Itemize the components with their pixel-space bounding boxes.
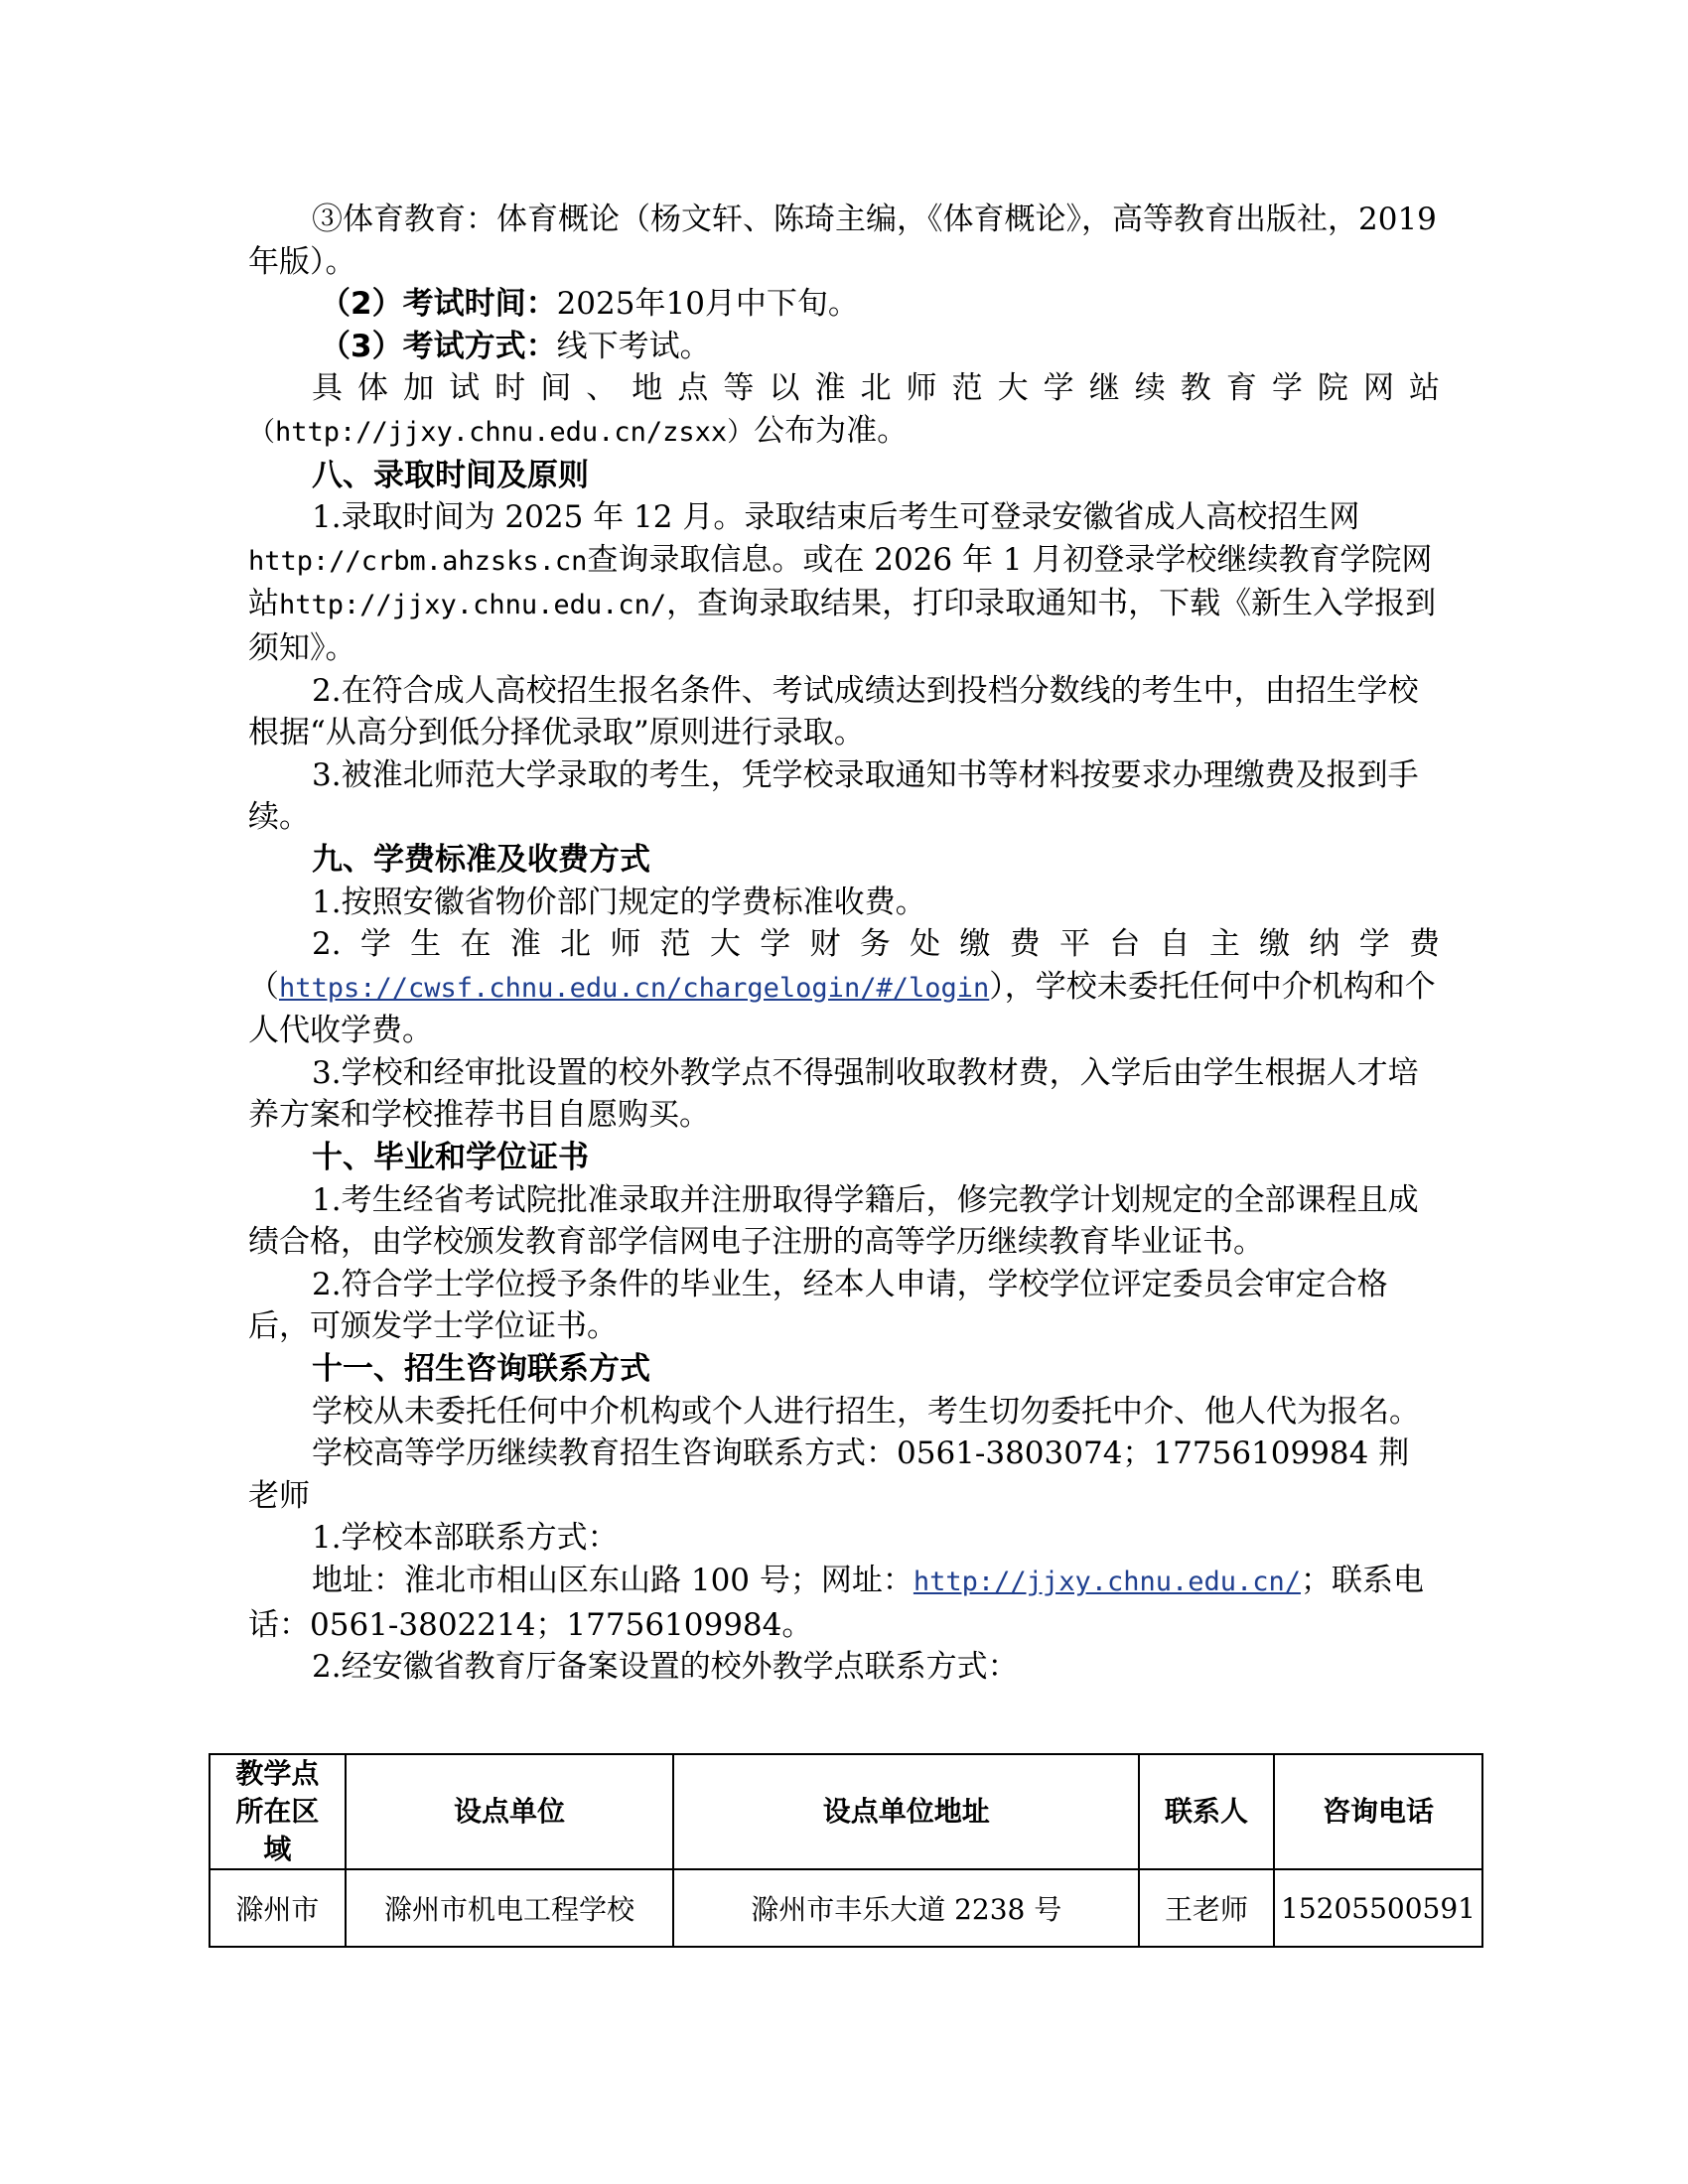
- header-region: [210, 1754, 346, 1869]
- ahzsks-url: http://crbm.ahzsks.cn: [248, 545, 588, 577]
- paragraph-admission-time: [248, 496, 1440, 669]
- header-address: 设点单位地址: [673, 1754, 1139, 1869]
- table-header-row: [210, 1754, 1482, 1869]
- cell-contact-person: 王老师: [1139, 1869, 1274, 1947]
- hq-website-link[interactable]: http://jjxy.chnu.edu.cn/: [913, 1567, 1302, 1597]
- cell-unit: 滁州市机电工程学校: [346, 1869, 674, 1947]
- paragraph-tuition-payment-line2: [248, 966, 1440, 1052]
- paragraph-admission-principle: 2.在符合成人高校招生报名条件、考试成绩达到投档分数线的考生中，由招生学校根据“从高分到低分择优录取”原则进行录取。: [248, 672, 1419, 751]
- header-region-label: 教学点所在区域: [235, 1757, 320, 1865]
- paragraph-hq-address: [248, 1560, 1440, 1646]
- paragraph-consult-phone: 学校高等学历继续教育招生咨询联系方式：0561-3803074；17756109984 荆老师: [248, 1435, 1410, 1514]
- section-heading-certificates: 十、毕业和学位证书: [312, 1140, 589, 1176]
- exam-method-label: （3）考试方式：: [320, 328, 557, 364]
- jjxy-url: http://jjxy.chnu.edu.cn/: [279, 590, 667, 621]
- offsite-contact-table: [209, 1753, 1483, 1948]
- paragraph-admission-registration: 3.被淮北师范大学录取的考生，凭学校录取通知书等材料按要求办理缴费及报到手续。: [248, 756, 1419, 836]
- paragraph-exam-notice-line1: 具体加试时间、地点等以淮北师范大学继续教育学院网站: [312, 370, 1440, 407]
- document-body: [248, 199, 1440, 1689]
- notice-url: （http://jjxy.chnu.edu.cn/zsxx）: [248, 416, 755, 448]
- exam-method-value: 线下考试。: [556, 328, 711, 364]
- paragraph-exam-time: [248, 283, 1440, 326]
- paragraph-pe-textbook: ③体育教育：体育概论（杨文轩、陈琦主编，《体育概论》，高等教育出版社，2019年版）。: [248, 202, 1437, 280]
- hq-phone-text: ；联系电话：0561-3802214；17756109984。: [248, 1563, 1425, 1643]
- header-contact-person: 联系人: [1139, 1754, 1274, 1869]
- table-row: [210, 1869, 1482, 1947]
- admission-time-text-2: 查询录取信息。或在 2026 年 1 月初登录学校继续教育学院网站: [248, 541, 1433, 622]
- paragraph-graduation-certificate: 1.考生经省考试院批准录取并注册取得学籍后，修完教学计划规定的全部课程且成绩合格，由学校颁发教育部学信网电子注册的高等学历继续教育毕业证书。: [248, 1181, 1419, 1261]
- paragraph-textbook-fees: 3.学校和经审批设置的校外教学点不得强制收取教材费，入学后由学生根据人才培养方案和学校推荐书目自愿购买。: [248, 1054, 1419, 1134]
- section-heading-admission: 八、录取时间及原则: [312, 457, 589, 493]
- admission-time-text: 1.录取时间为 2025 年 12 月。录取结束后考生可登录安徽省成人高校招生网: [312, 499, 1360, 536]
- cell-address: 滁州市丰乐大道 2238 号: [673, 1869, 1139, 1947]
- paragraph-exam-method: [248, 326, 1440, 368]
- section-heading-contact: 十一、招生咨询联系方式: [312, 1351, 650, 1388]
- header-unit: 设点单位: [346, 1754, 674, 1869]
- exam-time-label: （2）考试时间：: [320, 286, 557, 323]
- paragraph-tuition-payment-line1: 2.学生在淮北师范大学财务处缴费平台自主缴纳学费: [312, 926, 1440, 963]
- paragraph-exam-notice-line2: [248, 410, 1440, 455]
- paragraph-offsite-contact-title: 2.经安徽省教育厅备案设置的校外教学点联系方式：: [312, 1649, 1019, 1686]
- admission-time-text-3: ，查询录取结果，打印录取通知书，下载《新生入学报到须知》。: [248, 586, 1437, 666]
- payment-tail: ），学校未委托任何中介机构和个人代收学费。: [248, 968, 1436, 1049]
- paragraph-tuition-standard: 1.按照安徽省物价部门规定的学费标准收费。: [312, 884, 926, 920]
- cell-region: 滁州市: [210, 1869, 346, 1947]
- paragraph-no-agents: 学校从未委托任何中介机构或个人进行招生，考生切勿委托中介、他人代为报名。: [312, 1393, 1420, 1430]
- header-phone: 咨询电话: [1274, 1754, 1482, 1869]
- section-heading-tuition: 九、学费标准及收费方式: [312, 841, 650, 878]
- notice-tail: 公布为准。: [754, 412, 909, 449]
- exam-time-value: 2025年10月中下旬。: [556, 286, 859, 323]
- payment-open-paren: （: [248, 968, 279, 1005]
- payment-platform-link[interactable]: https://cwsf.chnu.edu.cn/chargelogin/#/login: [279, 972, 990, 1004]
- cell-phone: 15205500591: [1274, 1869, 1482, 1947]
- paragraph-hq-contact-title: 1.学校本部联系方式：: [312, 1520, 619, 1557]
- hq-address-text: 地址：淮北市相山区东山路 100 号；网址：: [312, 1563, 914, 1598]
- paragraph-degree-certificate: 2.符合学士学位授予条件的毕业生，经本人申请，学校学位评定委员会审定合格后，可颁发学士学位证书。: [248, 1266, 1388, 1345]
